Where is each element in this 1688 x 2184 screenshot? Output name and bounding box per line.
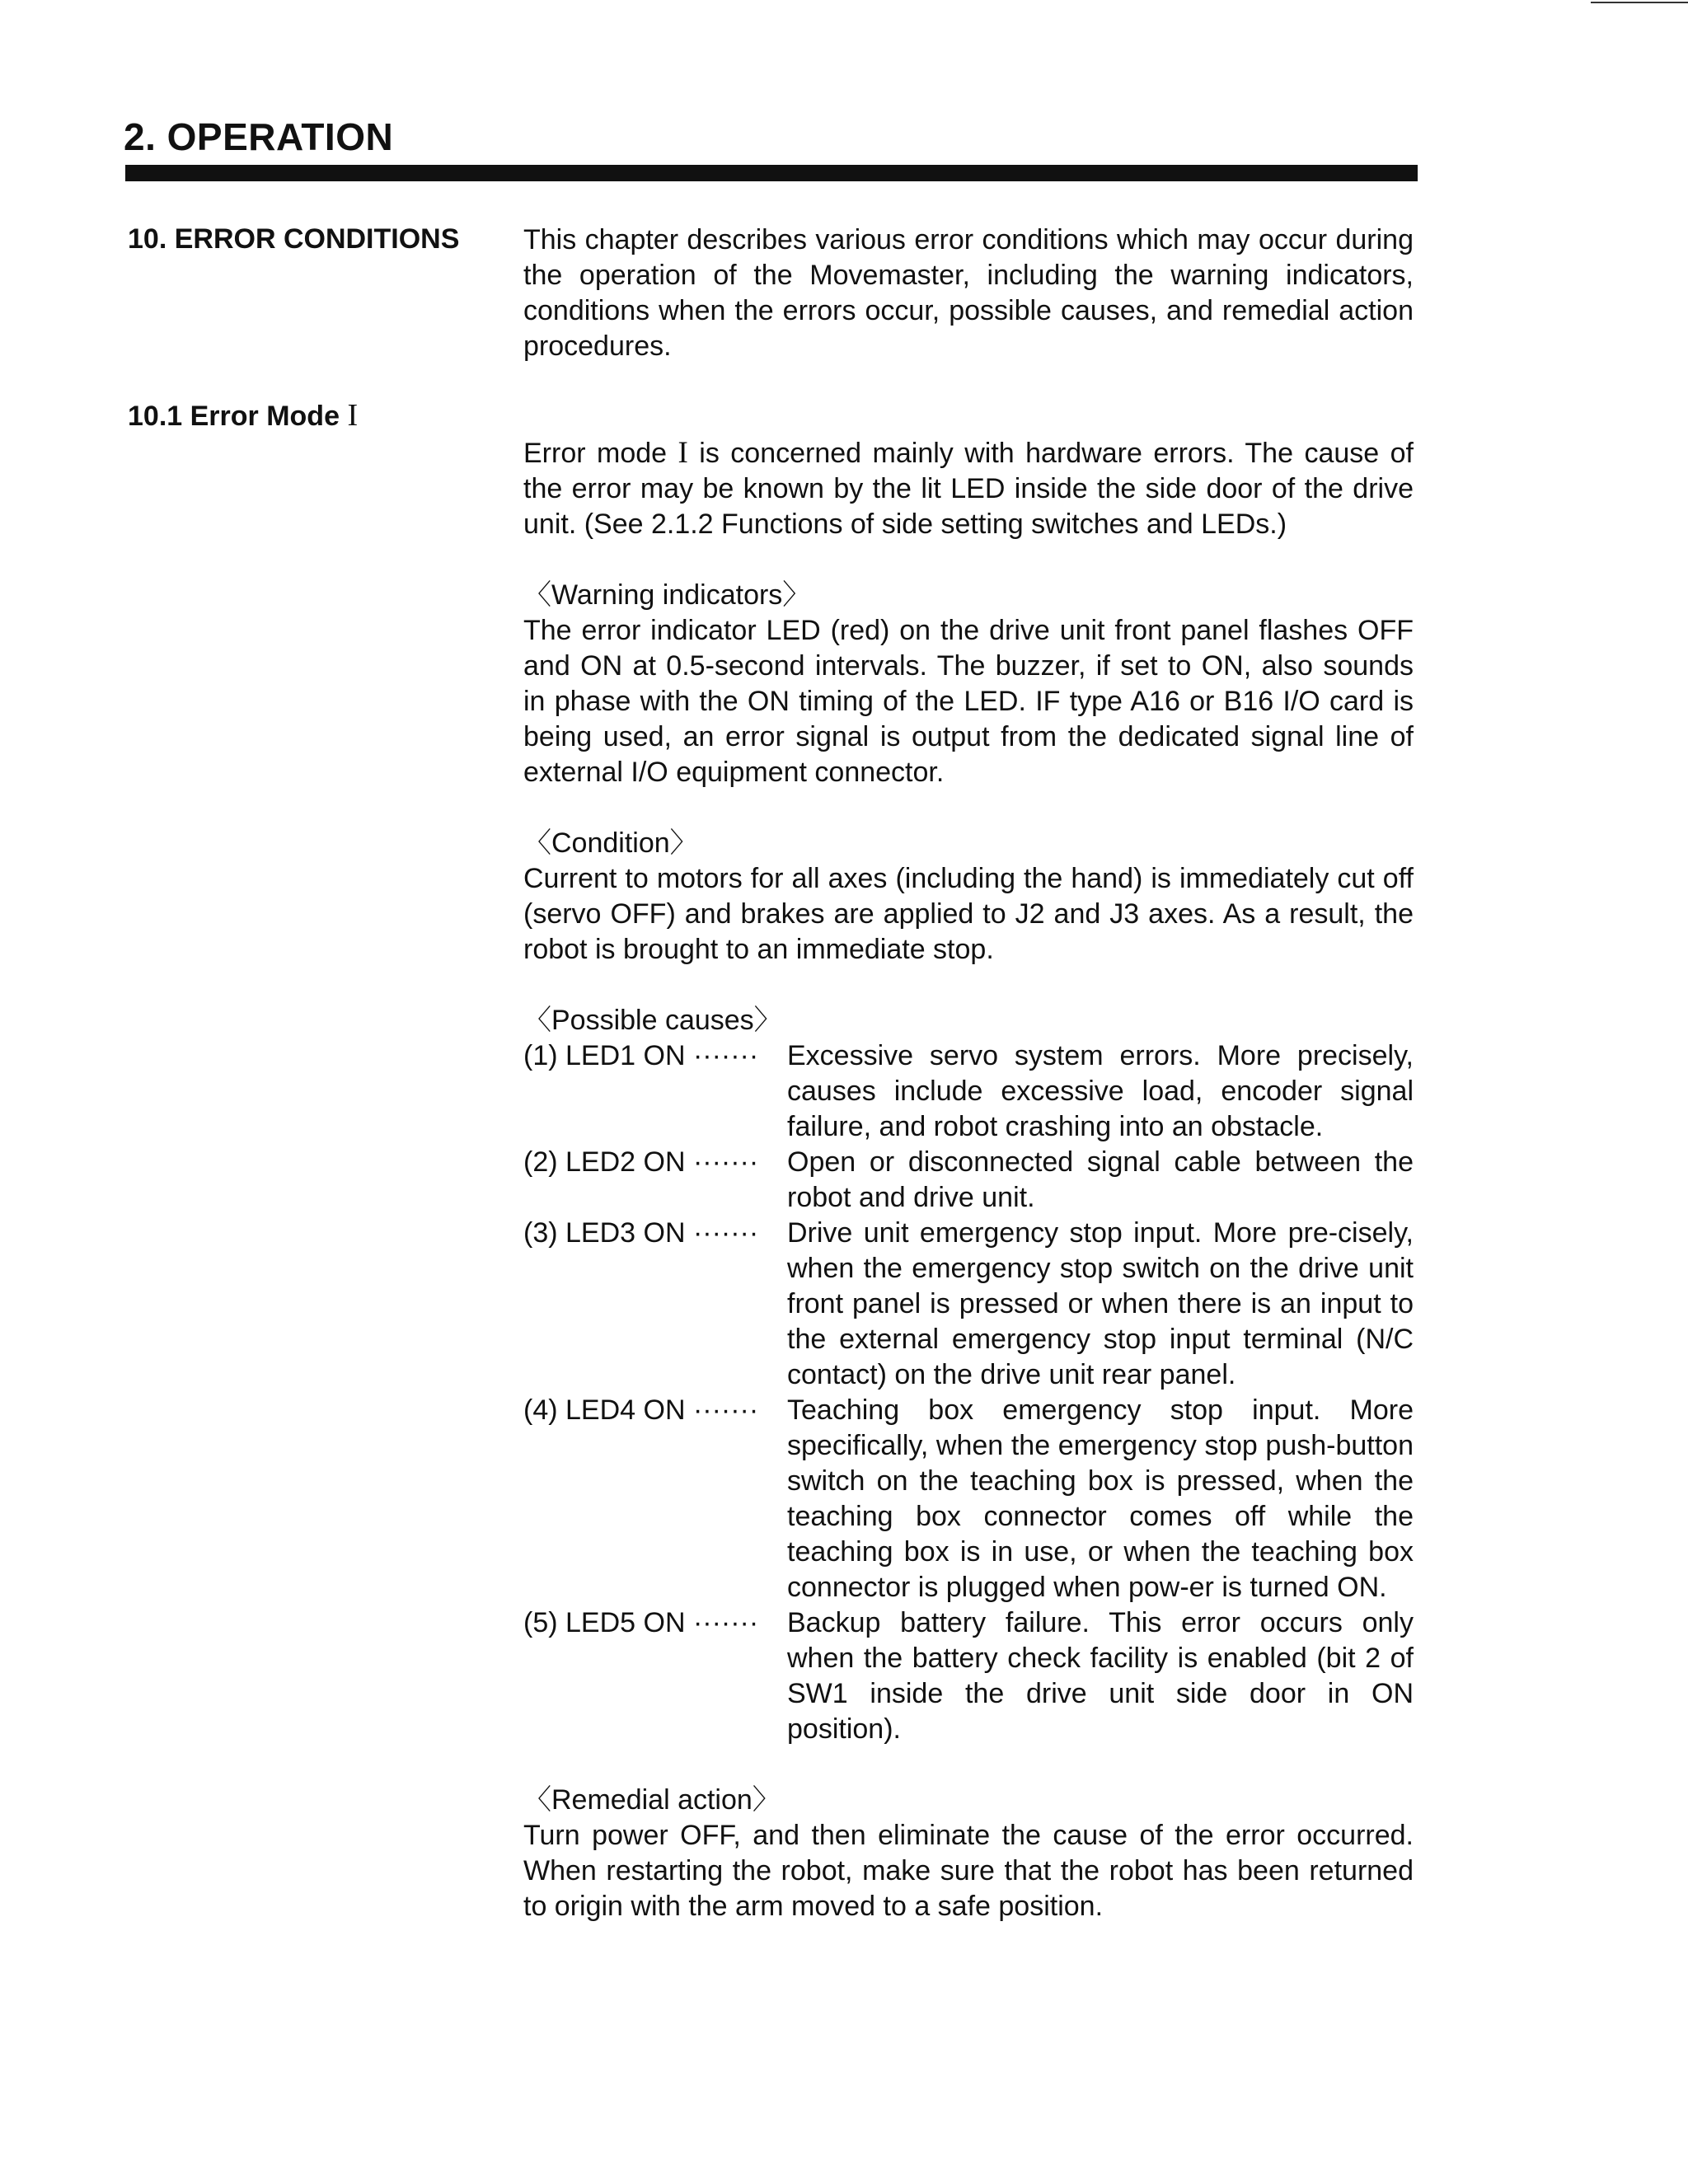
cause-item-label: (1) LED1 ON ······· bbox=[523, 1040, 759, 1071]
warning-label: 〈Warning indicators〉 bbox=[523, 579, 811, 611]
error-mode-roman: I bbox=[678, 436, 688, 470]
cause-item bbox=[523, 1605, 1414, 1747]
causes-label: 〈Possible causes〉 bbox=[523, 1005, 782, 1036]
remedial-label: 〈Remedial action〉 bbox=[523, 1784, 781, 1816]
cause-item-text: Backup battery failure. This error occurs only when the battery check facility is enabled (bit 2 of SW1 inside the drive unit side door in ON position). bbox=[787, 1607, 1414, 1745]
cause-item bbox=[523, 1038, 1414, 1145]
error-mode-text-rest: is concerned mainly with hardware errors. The cause of the error may be known by the lit LED inside the side door of the drive unit. (See 2.1.2 Functions of side setting switches and LEDs.) bbox=[523, 438, 1414, 540]
condition-paragraph: Current to motors for all axes (including the hand) is immediately cut off (servo OFF) and brakes are applied to J2 and J3 axes. As a result, the robot is brought to an immediate stop. bbox=[523, 863, 1414, 965]
warning-block bbox=[523, 578, 1414, 790]
causes-list bbox=[523, 1038, 1414, 1747]
error-mode-text-start: Error mode bbox=[523, 438, 668, 469]
cause-item bbox=[523, 1393, 1414, 1605]
cause-item-label: (2) LED2 ON ······· bbox=[523, 1146, 759, 1178]
remedial-paragraph: Turn power OFF, and then eliminate the cause of the error occurred. When restarting the robot, make sure that the robot has been returned to origin with the arm moved to a safe position. bbox=[523, 1820, 1414, 1922]
cause-item-text: Excessive servo system errors. More precisely, causes include excessive load, encoder signal failure, and robot crashing into an obstacle. bbox=[787, 1040, 1414, 1142]
section-heading-10-1-roman: I bbox=[347, 398, 359, 433]
cause-item-text: Drive unit emergency stop input. More pre-cisely, when the emergency stop switch on the drive unit front panel is pressed or when there is an input to the external emergency stop input terminal (N/C contact) on the drive unit rear panel. bbox=[787, 1217, 1414, 1390]
error-mode-paragraph bbox=[523, 435, 1414, 542]
intro-paragraph: This chapter describes various error conditions which may occur during the operation of the Movemaster, including the warning indicators, conditions when the errors occur, possible causes, and remedial action procedures. bbox=[523, 224, 1414, 362]
header-rule bbox=[125, 165, 1418, 181]
section-heading-10-1-text: 10.1 Error Mode bbox=[128, 401, 340, 432]
section-heading-10-1 bbox=[128, 397, 358, 434]
cause-item-label: (5) LED5 ON ······· bbox=[523, 1607, 759, 1638]
cause-item bbox=[523, 1216, 1414, 1393]
cause-item-text: Teaching box emergency stop input. More specifically, when the emergency stop push-button switch on the teaching box is pressed, when the teaching box connector comes off while the teaching box is in use, or when the teaching box connector is plugged when pow-er is turned ON. bbox=[787, 1394, 1414, 1603]
remedial-block bbox=[523, 1783, 1414, 1924]
condition-block bbox=[523, 826, 1414, 968]
warning-paragraph: The error indicator LED (red) on the drive unit front panel flashes OFF and ON at 0.5-second intervals. The buzzer, if set to ON, also sounds in phase with the ON timing of the LED. IF type A16 or B16 I/O card is being used, an error signal is output from the dedicated signal line of external I/O equipment connector. bbox=[523, 615, 1414, 788]
corner-rule bbox=[1591, 2, 1688, 3]
main-content bbox=[523, 223, 1414, 1960]
chapter-header: 2. OPERATION bbox=[124, 115, 394, 158]
cause-item-label: (3) LED3 ON ······· bbox=[523, 1217, 759, 1249]
cause-item bbox=[523, 1145, 1414, 1216]
condition-label: 〈Condition〉 bbox=[523, 827, 698, 859]
error-mode-block bbox=[523, 435, 1414, 542]
causes-block bbox=[523, 1003, 1414, 1747]
section-heading-10: 10. ERROR CONDITIONS bbox=[128, 223, 460, 255]
cause-item-label: (4) LED4 ON ······· bbox=[523, 1394, 759, 1426]
intro-block bbox=[523, 223, 1414, 364]
cause-item-text: Open or disconnected signal cable between the robot and drive unit. bbox=[787, 1146, 1414, 1213]
